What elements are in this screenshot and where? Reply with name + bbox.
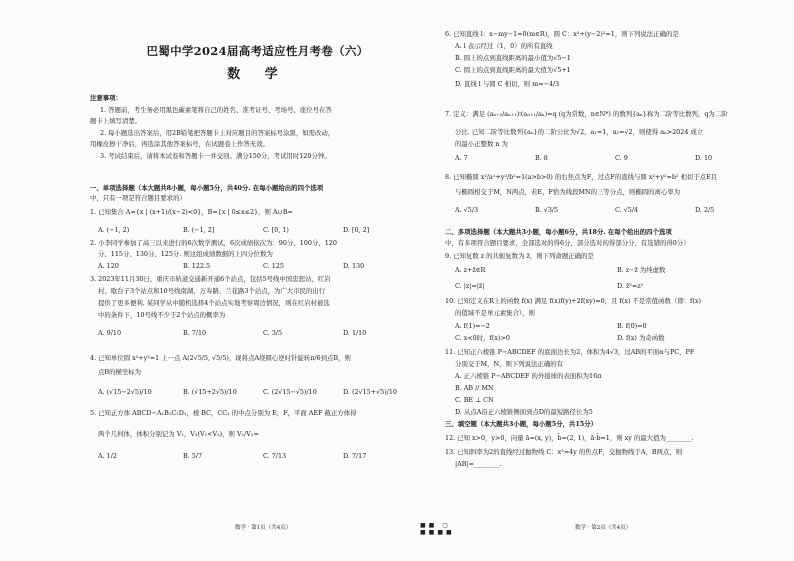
question-8-cont: 与椭圆相交于M，N两点，若E，F恰为线段MN的三等分点，则椭圆的离心率为 [455, 188, 681, 196]
option: B. (√15+2√5)/10 [183, 388, 237, 396]
section-heading: 三、填空题（本大题共3小题，每小题5分，共15分） [445, 420, 597, 428]
question-10: 10. 已知定义在R上的函数 f(x) 满足 f(x)f(y)+2f(xy)=0，且 f(x) 不是常值函数（即：f(x) [445, 297, 701, 305]
right-page [445, 0, 780, 561]
note-line: 题卡上填写清楚。 [90, 117, 142, 125]
question-11: 11. 已知正六棱锥 P−ABCDEF 的底面边长为2，体积为4√3，过AB的平面α与PC，PF [445, 348, 695, 356]
note-line: 用橡皮擦干净后，再选涂其他答案标号，在试题卷上作答无效。 [90, 140, 269, 148]
option: D. 130 [343, 262, 365, 270]
option: B. (−1, 2] [183, 226, 215, 234]
question-4-cont: 点B的横坐标为 [98, 368, 142, 376]
section-heading: 一、单项选择题（本大题共8小题，每小题5分，共40分. 在每小题给出的四个选项 [90, 184, 324, 192]
note-line: 3. 考试结束后，请将本试卷和答题卡一并交回。满分150分，考试用时120分钟。 [100, 152, 331, 160]
question-3-cont: 村、歇台子3个站点和10号线南湖、万寿路、兰花路3个站点，为广大市民的出行 [98, 287, 326, 295]
note-line: 1. 答题前，考生务必用黑色碳素笔将自己的姓名、准考证号、考场号、座位号在答 [100, 106, 332, 114]
option: C. BE ⊥ CN [455, 396, 494, 404]
option: C. |z|=|z̄| [455, 282, 485, 290]
option: B. 圆上的点到直线距离的最小值为√5−1 [455, 54, 571, 62]
option: A. (√15−2√5)/10 [98, 388, 152, 396]
option: C. 7/13 [263, 452, 287, 460]
option: C. 3/5 [263, 329, 283, 337]
option: A. (−1, 2) [98, 226, 130, 234]
option: C. √5/4 [615, 206, 639, 214]
question-1: 1. 已知集合 A={x | (x+1)/(x−2)<0}，B={x | 0≤x≤2}，则 A∪B= [90, 208, 293, 216]
option: D. 直线 l 与圆 C 相切，则 m=−4/3 [455, 80, 560, 88]
left-page [90, 0, 455, 561]
option: B. 5/7 [183, 452, 203, 460]
question-5: 5. 已知正方体 ABCD−A₁B₁C₁D₁，棱 BC，CC₁ 的中点分别为 E，F，平面 AEF 截正方体得 [90, 409, 357, 417]
option: A. f(1)=−2 [455, 322, 490, 330]
question-5-cont: 两个几何体，体积分别记为 V₁，V₂(V₁<V₂)，则 V₁/V₂= [98, 430, 259, 438]
option: D. [0, 2] [343, 226, 370, 234]
option: D. 2/5 [695, 206, 715, 214]
page-footer: 数学 · 第2页（共4页） [575, 525, 632, 531]
option: D. 从点A沿正六棱锥侧面到点D的最短路径长为5 [455, 408, 593, 416]
option: C. [0, 1) [263, 226, 289, 234]
question-7: 7. 定义：满足 (aₙ₊₂/aₙ₊₁)∶(aₙ₊₁/aₙ)=q (q为常数，n∈N*) 的数列{aₙ}称为二阶等比数列，q为二阶 [445, 110, 728, 118]
question-8: 8. 已知椭圆 x²/a²+y²/b²=1(a>b>0) 的右焦点为F，过点F的直线与圆 x²+y²=b² 相切于点E且 [445, 173, 718, 181]
question-2: 2. 小李同学参加了高三以来进行的6次数学测试，6次成绩依次为：90分、100分、120 [90, 239, 337, 247]
section-heading-cont: 中，有多项符合题目要求，全部选对的得6分，部分选对的得部分分，有选错的得0分） [445, 239, 690, 247]
question-11-cont: 分别交于M，N，则下列说法正确的有 [455, 360, 563, 368]
option: B. f(0)=0 [617, 322, 647, 330]
question-12: 12. 已知 x>0，y>0，向量 ā=(x, y)，b̄=(2, 1)，ā·b̄=1，则 xy 的最大值为________. [445, 434, 694, 442]
exam-title: 巴蜀中学2024届高考适应性月考卷（六） [146, 44, 369, 58]
option: C. 9 [615, 154, 628, 162]
option: B. 122.5 [183, 262, 211, 270]
option: B. z−z̄ 为纯虚数 [617, 266, 666, 274]
question-9: 9. 已知复数 z 的共轭复数为 z̄，则下列命题正确的是 [445, 252, 594, 260]
option: D. 7/17 [343, 452, 367, 460]
question-13-cont: |AB|=________. [455, 460, 502, 468]
notes-heading: 注意事项： [90, 94, 122, 102]
option: C. (2√15−√5)/10 [263, 388, 317, 396]
exam-subject: 数 学 [227, 67, 288, 82]
option: A. √5/3 [455, 206, 479, 214]
option: A. 9/10 [98, 329, 122, 337]
option: D. (2√15+√5)/10 [343, 388, 397, 396]
question-7-cont: 公比. 已知二阶等比数列{aₙ}的二阶公比为√2，a₁=1，a₂=√2，则使得 aₙ>2024 成立 [455, 128, 704, 136]
option: C. 125 [263, 262, 284, 270]
question-3-cont: 中的条件下，10号线不少于2个站点的概率为 [98, 311, 226, 319]
section-heading: 二、多项选择题（本大题共3小题，每小题6分，共18分. 在每个给出的四个选项 [445, 228, 672, 236]
option: B. √3/5 [535, 206, 559, 214]
option: C. x<0时，f(x)>0 [455, 334, 510, 342]
option: A. 1/2 [98, 452, 117, 460]
question-10-cont: 的值域不是单元素集合），则 [455, 309, 535, 317]
option: B. 7/10 [183, 329, 207, 337]
option: B. AB // MN [455, 384, 494, 392]
question-13: 13. 已知斜率为2的直线经过抛物线 C：x²=4y 的焦点F，交抛物线于A，B两点，则 [445, 448, 683, 456]
option: D. 1/10 [343, 329, 367, 337]
question-4: 4. 已知单位圆 x²+y²=1 上一点 A(2√5/5, √5/5)，现将点A绕圆心逆时针旋转π/6到点B，则 [90, 354, 351, 362]
option: A. l 表示经过（1，0）的所有直线 [455, 42, 553, 50]
option: D. 10 [695, 154, 713, 162]
note-line: 2. 每小题选出答案后，用2B铅笔把答题卡上对应题目的答案标号涂黑，如需改动， [100, 129, 335, 137]
page-footer: 数学 · 第1页（共4页） [235, 525, 292, 531]
question-3: 3. 2023年11月30日，重庆市轨道交通新开通6个站点，包括5号线中国忠恕站、红岩 [90, 275, 331, 283]
question-6: 6. 已知直线 l：x−my−1=0(m∈R)，圆 C：x²+(y−2)²=1，则下列说法正确的是 [445, 30, 679, 38]
option: A. 正六棱锥 P−ABCDEF 的外接球的表面积为16π [455, 372, 602, 380]
option: B. 8 [535, 154, 548, 162]
question-2-cont: 分、115分、130分、125分. 则这组成绩数据的上四分位数为 [98, 250, 273, 258]
option: C. 圆上的点到直线距离的最大值为√5+1 [455, 66, 571, 74]
option: D. f(x) 为奇函数 [617, 334, 665, 342]
section-heading-cont: 中，只有一项是符合题目要求的） [90, 194, 186, 202]
question-7-cont: 的最小正整数 n 为 [455, 140, 508, 148]
footer-marks: ■■ ▢ ■■■■ [420, 522, 455, 536]
option: A. 7 [455, 154, 468, 162]
option: A. z+z̄∈R [455, 266, 486, 274]
option: D. z̄²=z² [617, 282, 644, 290]
option: A. 120 [98, 262, 119, 270]
question-3-cont: 提供了更多便利. 某同学从中随机选择4个站点实地考察周边情况，则在红岩村被选 [98, 299, 330, 307]
